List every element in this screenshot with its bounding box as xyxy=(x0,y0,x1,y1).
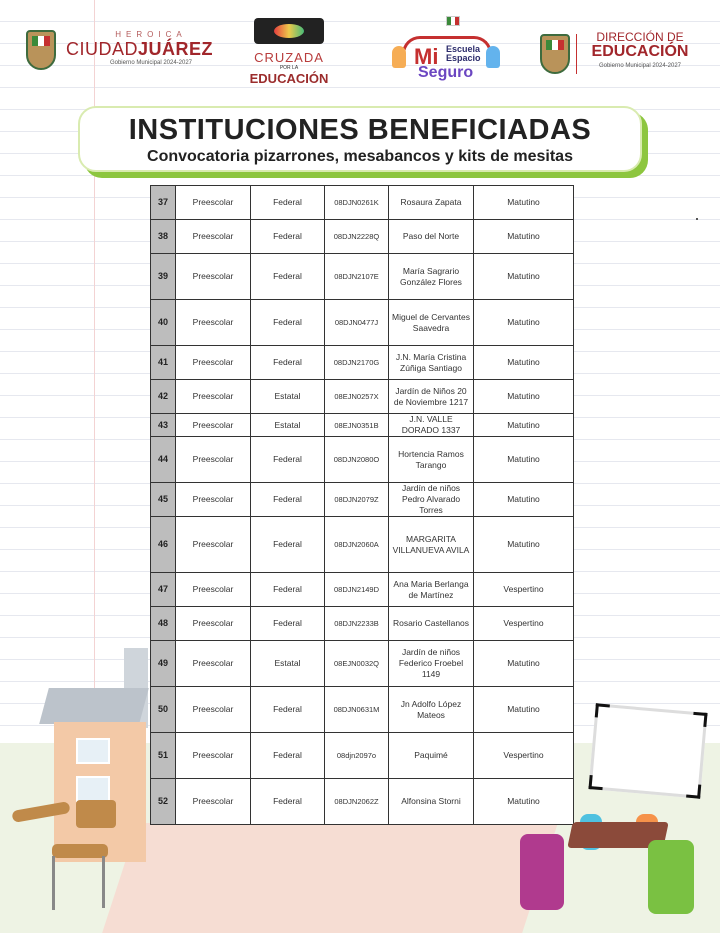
clave-cell: 08DJN2170G xyxy=(325,346,389,380)
nivel-cell: Preescolar xyxy=(176,380,251,414)
clave-cell: 08EJN0257X xyxy=(325,380,389,414)
turno-cell: Matutino xyxy=(474,380,574,414)
turno-cell: Matutino xyxy=(474,346,574,380)
table-row xyxy=(151,380,574,414)
clave-cell: 08DJN0631M xyxy=(325,687,389,733)
table-row xyxy=(151,733,574,779)
row-number: 43 xyxy=(151,414,176,437)
table-row xyxy=(151,414,574,437)
nivel-cell: Preescolar xyxy=(176,186,251,220)
nombre-cell: Jardín de niños Pedro Alvarado Torres xyxy=(389,483,474,517)
por-la-label: POR LA xyxy=(279,65,299,71)
ciudad-label: CIUDAD xyxy=(66,39,139,59)
sostenimiento-cell: Estatal xyxy=(251,414,325,437)
sostenimiento-cell: Federal xyxy=(251,220,325,254)
clave-cell: 08DJN2062Z xyxy=(325,779,389,825)
clave-cell: 08djn2097o xyxy=(325,733,389,779)
row-number: 40 xyxy=(151,300,176,346)
mi-label: Mi xyxy=(414,44,439,69)
page-subtitle: Convocatoria pizarrones, mesabancos y kits de mesitas xyxy=(147,148,573,165)
nombre-cell: Paquimé xyxy=(389,733,474,779)
turno-cell: Vespertino xyxy=(474,607,574,641)
nombre-cell: J.N. María Cristina Zúñiga Santiago xyxy=(389,346,474,380)
row-number: 51 xyxy=(151,733,176,779)
table-row xyxy=(151,641,574,687)
row-number: 41 xyxy=(151,346,176,380)
clave-cell: 08DJN2233B xyxy=(325,607,389,641)
background-path xyxy=(102,823,558,933)
coat-of-arms-icon xyxy=(26,30,56,70)
nivel-cell: Preescolar xyxy=(176,607,251,641)
turno-cell: Matutino xyxy=(474,300,574,346)
juarez-subtitle: Gobierno Municipal 2024-2027 xyxy=(109,60,193,66)
nombre-cell: María Sagrario González Flores xyxy=(389,254,474,300)
table-row xyxy=(151,517,574,573)
row-number: 50 xyxy=(151,687,176,733)
direccion-label: DIRECCIÓN DE xyxy=(596,30,684,44)
nombre-cell: J.N. VALLE DORADO 1337 xyxy=(389,414,474,437)
clave-cell: 08DJN2228Q xyxy=(325,220,389,254)
nivel-cell: Preescolar xyxy=(176,346,251,380)
clave-cell: 08DJN2079Z xyxy=(325,483,389,517)
row-number: 37 xyxy=(151,186,176,220)
turno-cell: Matutino xyxy=(474,687,574,733)
espacio-label: Espacio xyxy=(446,53,481,63)
table-row xyxy=(151,346,574,380)
clave-cell: 08EJN0032Q xyxy=(325,641,389,687)
nivel-cell: Preescolar xyxy=(176,733,251,779)
institutions-table xyxy=(150,185,574,825)
direccion-subtitle: Gobierno Municipal 2024-2027 xyxy=(598,63,682,69)
cruzada-educacion-logo xyxy=(240,18,338,86)
nivel-cell: Preescolar xyxy=(176,300,251,346)
nivel-cell: Preescolar xyxy=(176,483,251,517)
row-number: 39 xyxy=(151,254,176,300)
row-number: 45 xyxy=(151,483,176,517)
page-title: INSTITUCIONES BENEFICIADAS xyxy=(128,114,592,146)
nombre-cell: Jn Adolfo López Mateos xyxy=(389,687,474,733)
kids-table-illustration xyxy=(518,814,718,924)
heroica-label: HEROICA xyxy=(115,30,187,39)
educacion-label: EDUCACIÓN xyxy=(249,71,329,86)
nivel-cell: Preescolar xyxy=(176,687,251,733)
cruzada-label: CRUZADA xyxy=(254,50,324,65)
clave-cell: 08DJN2060A xyxy=(325,517,389,573)
turno-cell: Vespertino xyxy=(474,573,574,607)
juarez-label: JUÁREZ xyxy=(138,39,214,59)
sostenimiento-cell: Estatal xyxy=(251,641,325,687)
turno-cell: Matutino xyxy=(474,220,574,254)
nombre-cell: Paso del Norte xyxy=(389,220,474,254)
nivel-cell: Preescolar xyxy=(176,254,251,300)
nivel-cell: Preescolar xyxy=(176,517,251,573)
sostenimiento-cell: Federal xyxy=(251,779,325,825)
sostenimiento-cell: Federal xyxy=(251,483,325,517)
nombre-cell: Jardín de niños Federico Froebel 1149 xyxy=(389,641,474,687)
nivel-cell: Preescolar xyxy=(176,220,251,254)
kid-icon xyxy=(486,46,500,68)
row-number: 42 xyxy=(151,380,176,414)
sostenimiento-cell: Federal xyxy=(251,346,325,380)
row-number: 49 xyxy=(151,641,176,687)
turno-cell: Matutino xyxy=(474,254,574,300)
educacion-label: EDUCACIÓN xyxy=(591,43,689,60)
table-row xyxy=(151,186,574,220)
coat-of-arms-icon xyxy=(540,34,570,74)
sostenimiento-cell: Estatal xyxy=(251,380,325,414)
sostenimiento-cell: Federal xyxy=(251,186,325,220)
nombre-cell: MARGARITA VILLANUEVA AVILA xyxy=(389,517,474,573)
nombre-cell: Miguel de Cervantes Saavedra xyxy=(389,300,474,346)
sostenimiento-cell: Federal xyxy=(251,733,325,779)
nivel-cell: Preescolar xyxy=(176,641,251,687)
school-desk-illustration xyxy=(12,800,116,910)
table-row xyxy=(151,687,574,733)
title-banner xyxy=(78,106,642,172)
turno-cell: Matutino xyxy=(474,641,574,687)
turno-cell: Matutino xyxy=(474,483,574,517)
nivel-cell: Preescolar xyxy=(176,437,251,483)
clave-cell: 08EJN0351B xyxy=(325,414,389,437)
nombre-cell: Jardín de Niños 20 de Noviembre 1217 xyxy=(389,380,474,414)
turno-cell: Matutino xyxy=(474,517,574,573)
whiteboard-illustration xyxy=(588,703,707,798)
clave-cell: 08DJN2149D xyxy=(325,573,389,607)
clave-cell: 08DJN2080O xyxy=(325,437,389,483)
sostenimiento-cell: Federal xyxy=(251,687,325,733)
table-row xyxy=(151,779,574,825)
row-number: 44 xyxy=(151,437,176,483)
mexico-flag-icon xyxy=(446,16,460,26)
nombre-cell: Rosario Castellanos xyxy=(389,607,474,641)
speck-dot xyxy=(696,218,698,220)
sostenimiento-cell: Federal xyxy=(251,573,325,607)
row-number: 52 xyxy=(151,779,176,825)
turno-cell: Matutino xyxy=(474,414,574,437)
nombre-cell: Rosaura Zapata xyxy=(389,186,474,220)
clave-cell: 08DJN0261K xyxy=(325,186,389,220)
graduation-cap-icon xyxy=(254,18,324,44)
sostenimiento-cell: Federal xyxy=(251,254,325,300)
nombre-cell: Ana Maria Berlanga de Martínez xyxy=(389,573,474,607)
table-row xyxy=(151,300,574,346)
sostenimiento-cell: Federal xyxy=(251,437,325,483)
table-row xyxy=(151,483,574,517)
turno-cell: Matutino xyxy=(474,437,574,483)
seguro-label: Seguro xyxy=(418,64,474,81)
turno-cell: Vespertino xyxy=(474,733,574,779)
sostenimiento-cell: Federal xyxy=(251,607,325,641)
nombre-cell: Alfonsina Storni xyxy=(389,779,474,825)
sostenimiento-cell: Federal xyxy=(251,517,325,573)
table-row xyxy=(151,220,574,254)
mi-escuela-logo xyxy=(390,16,505,80)
table-row xyxy=(151,437,574,483)
table-row xyxy=(151,573,574,607)
turno-cell: Matutino xyxy=(474,779,574,825)
nombre-cell: Hortencia Ramos Tarango xyxy=(389,437,474,483)
sostenimiento-cell: Federal xyxy=(251,300,325,346)
table-row xyxy=(151,607,574,641)
table-row xyxy=(151,254,574,300)
clave-cell: 08DJN0477J xyxy=(325,300,389,346)
nivel-cell: Preescolar xyxy=(176,414,251,437)
turno-cell: Matutino xyxy=(474,186,574,220)
row-number: 38 xyxy=(151,220,176,254)
escuela-label: Escuela xyxy=(446,44,481,54)
row-number: 48 xyxy=(151,607,176,641)
clave-cell: 08DJN2107E xyxy=(325,254,389,300)
row-number: 46 xyxy=(151,517,176,573)
nivel-cell: Preescolar xyxy=(176,779,251,825)
row-number: 47 xyxy=(151,573,176,607)
nivel-cell: Preescolar xyxy=(176,573,251,607)
kid-icon xyxy=(392,46,406,68)
